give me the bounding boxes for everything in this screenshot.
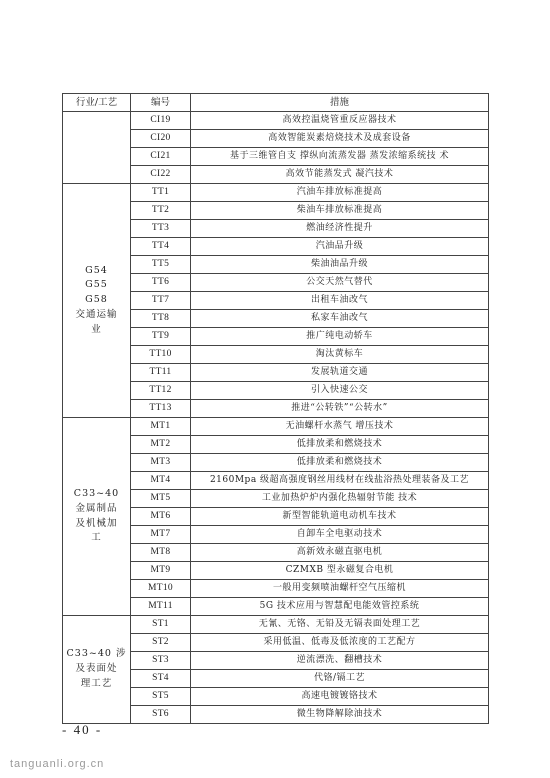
sector-line: G54 (85, 264, 108, 276)
sector-line: G55 (85, 279, 108, 291)
code-cell: CI21 (131, 148, 191, 166)
code-cell: MT5 (131, 490, 191, 508)
measure-cell: 推进“公转铁”“公转水” (191, 400, 489, 418)
header-measure: 措施 (191, 94, 489, 112)
sector-line: 业 (91, 323, 102, 335)
measure-cell: 汽油车排放标准提高 (191, 184, 489, 202)
code-cell: MT10 (131, 580, 191, 598)
code-cell: TT5 (131, 256, 191, 274)
measure-cell: 高速电镀镀铬技术 (191, 688, 489, 706)
code-cell: TT11 (131, 364, 191, 382)
code-cell: ST5 (131, 688, 191, 706)
code-cell: TT12 (131, 382, 191, 400)
measure-cell: 工业加热炉炉内强化热辐射节能 技术 (191, 490, 489, 508)
measure-cell: 出租车油改气 (191, 292, 489, 310)
code-cell: TT10 (131, 346, 191, 364)
measure-cell: 基于三维管自支 撑纵向流蒸发器 蒸发浓缩系统技 术 (191, 148, 489, 166)
measure-cell: 公交天然气替代 (191, 274, 489, 292)
code-cell: CI20 (131, 130, 191, 148)
code-cell: TT6 (131, 274, 191, 292)
measure-cell: 逆流漂洗、翻槽技术 (191, 652, 489, 670)
measure-cell: 推广纯电动轿车 (191, 328, 489, 346)
measure-cell: 燃油经济性提升 (191, 220, 489, 238)
watermark: tanguanli.org.cn (10, 758, 105, 770)
measure-cell: 汽油品升级 (191, 238, 489, 256)
code-cell: MT9 (131, 562, 191, 580)
header-sector: 行业/工艺 (63, 94, 131, 112)
code-cell: TT8 (131, 310, 191, 328)
code-cell: TT2 (131, 202, 191, 220)
code-cell: TT4 (131, 238, 191, 256)
measure-cell: 无油螺杆水蒸气 增压技术 (191, 418, 489, 436)
sector-cell (63, 616, 131, 724)
table-body (63, 112, 489, 724)
code-cell: TT1 (131, 184, 191, 202)
measure-cell: 5G 技术应用与智慧配电能效管控系统 (191, 598, 489, 616)
page-number: - 40 - (62, 722, 103, 737)
code-cell: ST2 (131, 634, 191, 652)
measure-cell: 无氰、无铬、无铅及无镉表面处理工艺 (191, 616, 489, 634)
code-cell: ST3 (131, 652, 191, 670)
measure-cell: 2160Mpa 级超高强度钢丝用线材在线盐浴热处理装备及工艺 (191, 472, 489, 490)
code-cell: MT7 (131, 526, 191, 544)
sector-line: 交通运输 (75, 308, 118, 320)
sector-line: C33~40 涉 (66, 648, 127, 660)
measure-cell: 代铬/镉工艺 (191, 670, 489, 688)
code-cell: CI19 (131, 112, 191, 130)
code-cell: MT1 (131, 418, 191, 436)
table-row (63, 112, 489, 130)
measure-cell: 高效节能蒸发式 凝汽技术 (191, 166, 489, 184)
measure-cell: 发展轨道交通 (191, 364, 489, 382)
code-cell: MT4 (131, 472, 191, 490)
code-cell: TT9 (131, 328, 191, 346)
measure-cell: 一般用变频喷油螺杆空气压缩机 (191, 580, 489, 598)
sector-cell (63, 112, 131, 184)
measure-cell: 高效智能炭素焙烧技术及成套设备 (191, 130, 489, 148)
measure-cell: 引入快速公交 (191, 382, 489, 400)
sector-line: G58 (85, 294, 108, 306)
measure-cell: 柴油油品升级 (191, 256, 489, 274)
code-cell: CI22 (131, 166, 191, 184)
code-cell: ST4 (131, 670, 191, 688)
code-cell: MT3 (131, 454, 191, 472)
sector-line: C33~40 (73, 488, 120, 500)
table-row (63, 616, 489, 634)
code-cell: MT8 (131, 544, 191, 562)
table-row (63, 418, 489, 436)
measure-cell: 低排放柔和燃烧技术 (191, 436, 489, 454)
measure-cell: 采用低温、低毒及低浓度的工艺配方 (191, 634, 489, 652)
sector-line: 金属制品 (75, 502, 118, 514)
code-cell: TT7 (131, 292, 191, 310)
code-cell: TT3 (131, 220, 191, 238)
measure-cell: 新型智能轨道电动机车技术 (191, 508, 489, 526)
sector-line: 及表面处 (75, 663, 118, 675)
measure-cell: CZMXB 型永磁复合电机 (191, 562, 489, 580)
code-cell: TT13 (131, 400, 191, 418)
measure-cell: 淘汰黄标车 (191, 346, 489, 364)
sector-cell (63, 184, 131, 418)
code-cell: ST6 (131, 706, 191, 724)
sector-line: 及机械加 (75, 517, 118, 529)
measure-cell: 自卸车全电驱动技术 (191, 526, 489, 544)
measure-cell: 微生物降解除油技术 (191, 706, 489, 724)
table-row (63, 184, 489, 202)
measure-cell: 高新效永磁直驱电机 (191, 544, 489, 562)
measure-cell: 私家车油改气 (191, 310, 489, 328)
code-cell: MT11 (131, 598, 191, 616)
sector-cell (63, 418, 131, 616)
measures-table (62, 93, 489, 724)
code-cell: MT2 (131, 436, 191, 454)
code-cell: MT6 (131, 508, 191, 526)
measure-cell: 低排放柔和燃烧技术 (191, 454, 489, 472)
sector-line: 理工艺 (80, 677, 113, 689)
table-header-row (63, 94, 489, 112)
measure-cell: 高效控温烧管重反应器技术 (191, 112, 489, 130)
measure-cell: 柴油车排放标准提高 (191, 202, 489, 220)
header-code: 编号 (131, 94, 191, 112)
code-cell: ST1 (131, 616, 191, 634)
sector-line: 工 (91, 532, 102, 544)
